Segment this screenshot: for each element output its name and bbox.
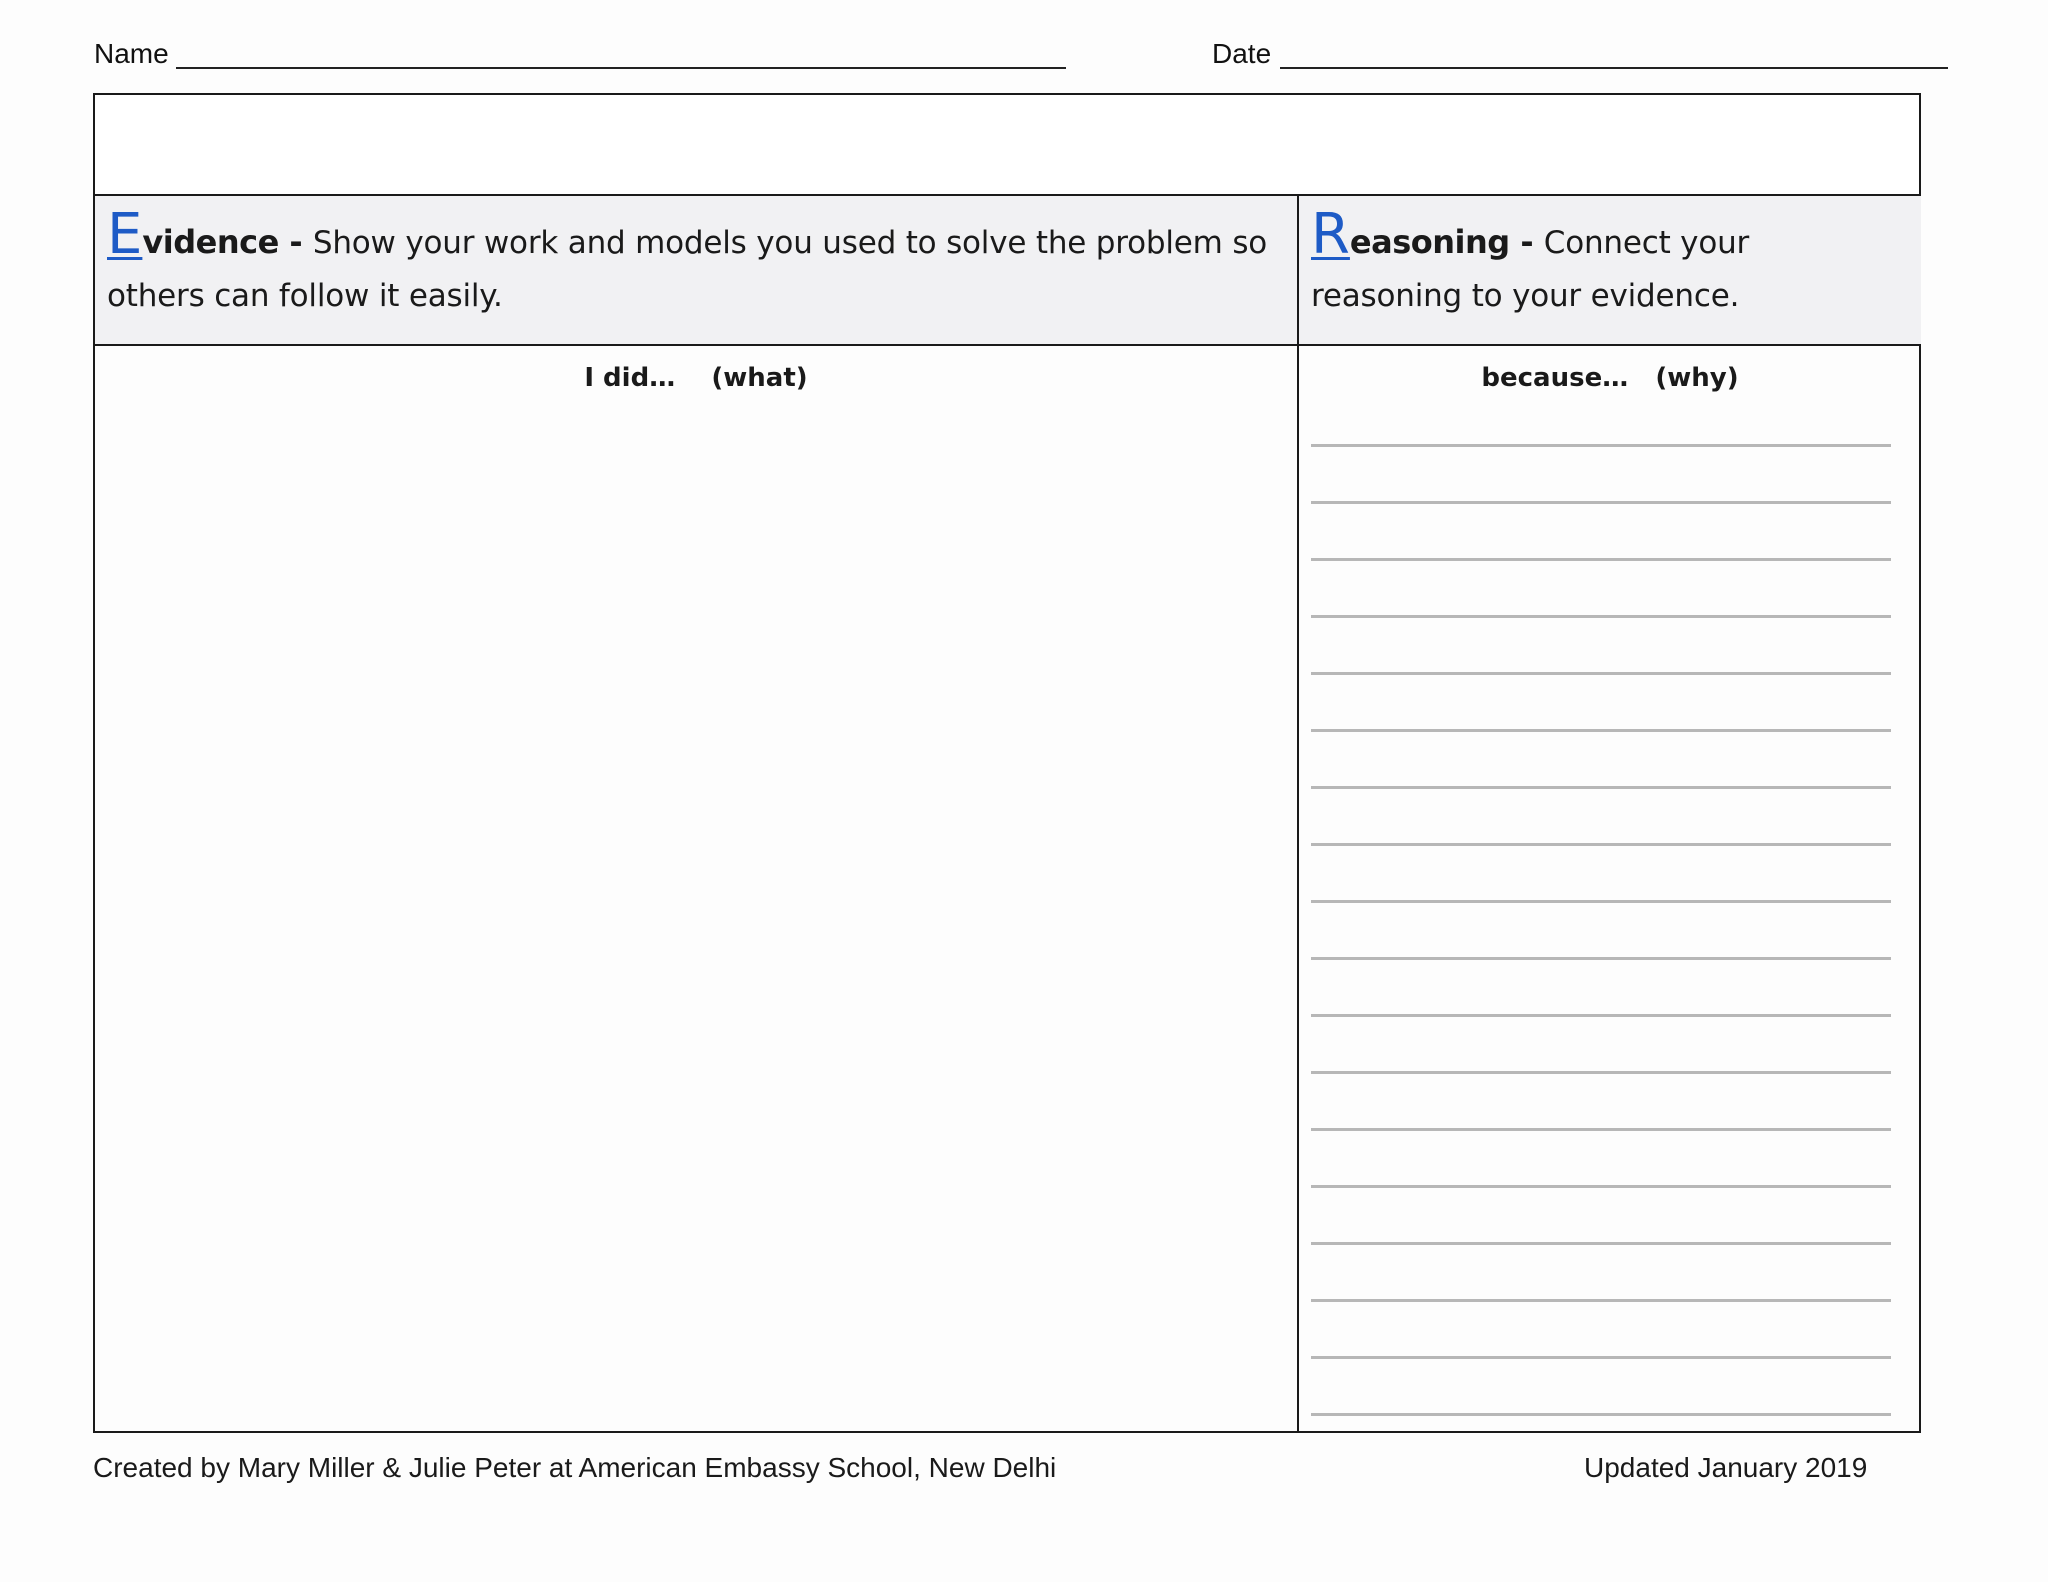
reasoning-dash: - <box>1509 223 1544 261</box>
writing-line[interactable] <box>1311 1413 1891 1416</box>
writing-line[interactable] <box>1311 1299 1891 1302</box>
evidence-description: Show your work and models you used to solve the problem so others can follow it easily. <box>107 225 1268 314</box>
writing-line[interactable] <box>1311 615 1891 618</box>
evidence-word: vidence <box>142 223 279 261</box>
writing-line[interactable] <box>1311 900 1891 903</box>
reasoning-writing-area[interactable] <box>1299 346 1921 1431</box>
evidence-subheading: I did… (what) <box>584 363 808 393</box>
name-label: Name <box>94 38 169 69</box>
writing-line[interactable] <box>1311 1242 1891 1245</box>
writing-line[interactable] <box>1311 672 1891 675</box>
writing-line[interactable] <box>1311 1185 1891 1188</box>
evidence-work-area[interactable] <box>95 346 1299 1431</box>
writing-line[interactable] <box>1311 1014 1891 1017</box>
evidence-header <box>95 196 1299 346</box>
reasoning-word: easoning <box>1349 223 1510 261</box>
header-row <box>94 34 1948 74</box>
reasoning-description: Connect your reasoning to your evidence. <box>1311 225 1750 314</box>
writing-line[interactable] <box>1311 843 1891 846</box>
writing-line[interactable] <box>1311 786 1891 789</box>
evidence-initial: E <box>107 202 143 267</box>
writing-line[interactable] <box>1311 444 1891 447</box>
writing-line[interactable] <box>1311 1071 1891 1074</box>
date-label: Date <box>1212 38 1272 69</box>
writing-line[interactable] <box>1311 729 1891 732</box>
name-field[interactable] <box>176 67 1066 69</box>
writing-line[interactable] <box>1311 957 1891 960</box>
reasoning-header <box>1299 196 1921 346</box>
writing-line[interactable] <box>1311 558 1891 561</box>
reasoning-subheading: because… (why) <box>1481 363 1739 393</box>
footer-credit: Created by Mary Miller & Julie Peter at American Embassy School, New Delhi <box>93 1452 1057 1483</box>
claim-box[interactable] <box>95 95 1919 196</box>
footer-updated: Updated January 2019 <box>1584 1452 1868 1483</box>
evidence-dash: - <box>278 223 313 261</box>
reasoning-initial: R <box>1311 202 1350 267</box>
writing-line[interactable] <box>1311 501 1891 504</box>
writing-line[interactable] <box>1311 1356 1891 1359</box>
worksheet-table <box>93 93 1921 1433</box>
writing-line[interactable] <box>1311 1128 1891 1131</box>
date-field[interactable] <box>1280 67 1948 69</box>
